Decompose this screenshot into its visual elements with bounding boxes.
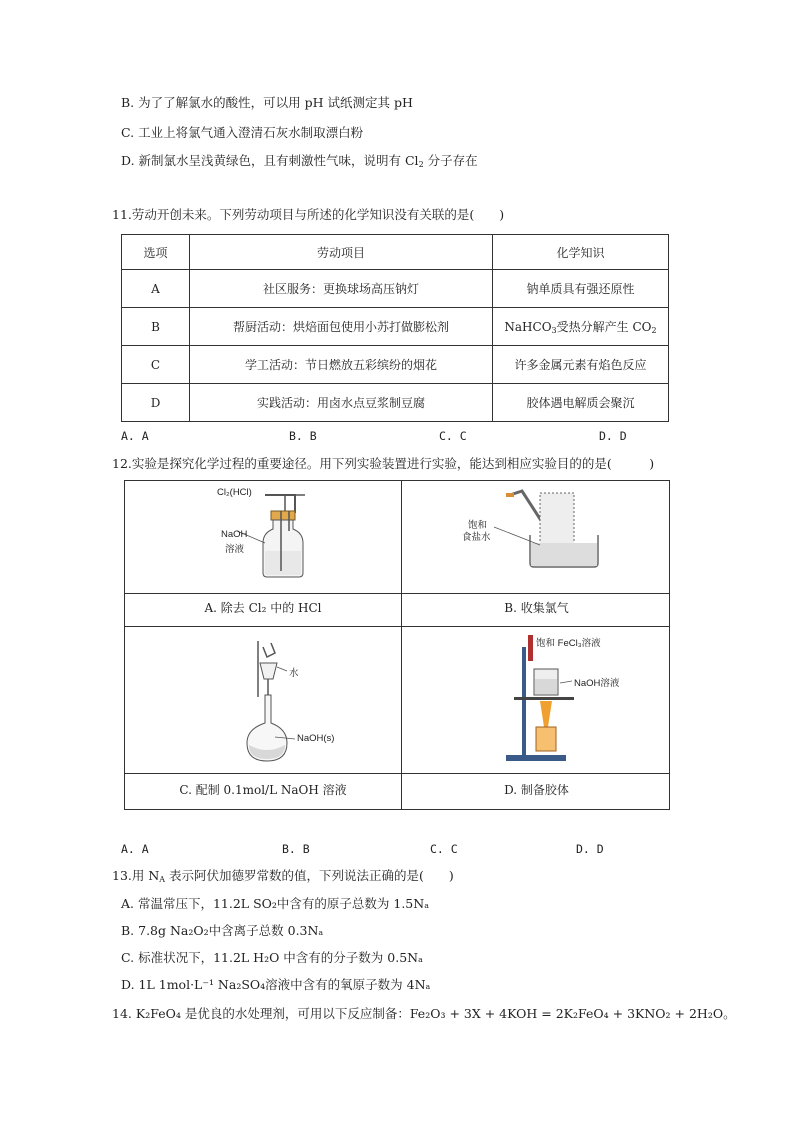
table-cell-knowledge: 许多金属元素有焰色反应 <box>493 346 669 384</box>
q10-option-d: D. 新制氯水呈浅黄绿色，且有刺激性气味，说明有 $Cl_2$ 分子存在 <box>121 153 478 169</box>
apparatus-a <box>125 481 401 593</box>
apparatus-b <box>402 481 671 593</box>
apparatus-c <box>125 627 401 773</box>
table-cell-knowledge: NaHCO$_3$受热分解产生 $CO_2$ <box>493 308 669 346</box>
table-header-option: 选项 <box>122 235 190 270</box>
table-cell-knowledge: 钠单质具有强还原性 <box>493 270 669 308</box>
label-naoh-solid: NaOH(s) <box>297 733 335 744</box>
apparatus-d <box>402 627 671 773</box>
table-cell-option: B <box>122 308 190 346</box>
q11-answer-a: A. A <box>121 429 149 443</box>
q14-stem: 14. K₂FeO₄ 是优良的水处理剂，可用以下反应制备：Fe₂O₃ + 3X + 4KOH = 2K₂FeO₄ + 3KNO₂ + 2H₂O。 <box>112 1006 736 1021</box>
volumetric-flask-figure <box>125 627 401 773</box>
caption-d: D. 制备胶体 <box>504 783 569 797</box>
table-row <box>122 384 669 422</box>
grid-divider <box>125 773 669 774</box>
table-cell-project: 实践活动：用卤水点豆浆制豆腐 <box>190 384 493 422</box>
table-cell-option: D <box>122 384 190 422</box>
q12-answer-b: B. B <box>282 842 310 856</box>
caption-b: B. 收集氯气 <box>504 601 569 615</box>
label-naoh: NaOH <box>221 529 248 540</box>
q13-option-c: C. 标准状况下，11.2L H₂O 中含有的分子数为 0.5Nₐ <box>121 950 423 965</box>
caption-a: A. 除去 Cl₂ 中的 HCl <box>204 601 322 615</box>
q11-answer-d: D. D <box>599 429 627 443</box>
label-saturated: 饱和 <box>468 520 488 531</box>
q13-option-a: A. 常温常压下，11.2L SO₂中含有的原子总数为 1.5Nₐ <box>121 896 430 911</box>
q12-answer-a: A. A <box>121 842 149 856</box>
grid-divider <box>125 593 669 594</box>
label-fecl3: 饱和 FeCl₃溶液 <box>536 638 601 649</box>
q13-option-d: D. 1L 1mol·L⁻¹ Na₂SO₄溶液中含有的氧原子数为 4Nₐ <box>121 977 431 992</box>
label-gas: Cl₂(HCl) <box>217 487 252 498</box>
gas-collection-figure <box>402 481 671 593</box>
table-row <box>122 308 669 346</box>
q11-table <box>121 234 669 422</box>
label-water: 水 <box>289 668 299 679</box>
q12-answer-d: D. D <box>576 842 604 856</box>
table-cell-option: A <box>122 270 190 308</box>
q12-stem: 12.实验是探究化学过程的重要途径。用下列实验装置进行实验，能达到相应实验目的的是( ) <box>112 456 655 471</box>
q12-apparatus-grid <box>124 480 670 810</box>
table-header-knowledge: 化学知识 <box>493 235 669 270</box>
q10-option-b: B. 为了了解氯水的酸性，可以用 pH 试纸测定其 pH <box>121 95 413 110</box>
table-header-project: 劳动项目 <box>190 235 493 270</box>
table-header-row <box>122 235 669 270</box>
q13-option-b: B. 7.8g Na₂O₂中含离子总数 0.3Nₐ <box>121 923 324 938</box>
q11-answer-b: B. B <box>289 429 317 443</box>
table-cell-project: 学工活动：节日燃放五彩缤纷的烟花 <box>190 346 493 384</box>
table-cell-project: 社区服务：更换球场高压钠灯 <box>190 270 493 308</box>
q13-stem: 13.用 $N_A$ 表示阿伏加德罗常数的值，下列说法正确的是( ) <box>112 868 454 884</box>
label-brine: 食盐水 <box>462 532 491 543</box>
table-row <box>122 346 669 384</box>
table-cell-option: C <box>122 346 190 384</box>
gas-washing-bottle-figure <box>125 481 401 593</box>
caption-c: C. 配制 0.1mol/L NaOH 溶液 <box>179 783 347 797</box>
table-cell-knowledge: 胶体遇电解质会聚沉 <box>493 384 669 422</box>
q11-answer-c: C. C <box>439 429 467 443</box>
label-naoh-solution: NaOH溶液 <box>574 678 620 689</box>
table-cell-project: 帮厨活动：烘焙面包使用小苏打做膨松剂 <box>190 308 493 346</box>
q11-stem: 11.劳动开创未来。下列劳动项目与所述的化学知识没有关联的是( ) <box>112 207 505 222</box>
label-solution: 溶液 <box>225 544 245 555</box>
q12-answer-c: C. C <box>430 842 458 856</box>
table-row <box>122 270 669 308</box>
q10-option-c: C. 工业上将氯气通入澄清石灰水制取漂白粉 <box>121 125 364 140</box>
